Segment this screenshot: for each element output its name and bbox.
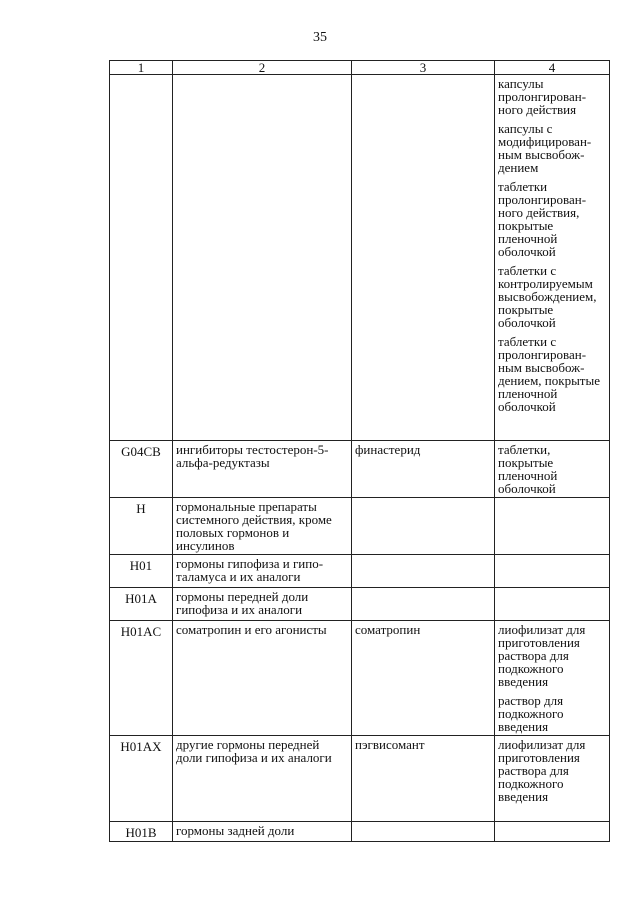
inn-cell: пэгвисомант (352, 736, 495, 822)
forms-cell (495, 822, 610, 842)
group-cell: гормоны гипофиза и гипо-таламуса и их аналоги (173, 555, 352, 588)
group-cell: соматропин и его агонисты (173, 621, 352, 736)
dosage-form: раствор для подкожного введения (498, 693, 564, 734)
column-header: 4 (495, 61, 610, 75)
group-cell: гормональные препараты системного действия, кроме половых гормонов и инсулинов (173, 498, 352, 555)
dosage-form: капсулы с модифицирован-ным высвобож-дением (498, 121, 592, 175)
forms-cell (495, 75, 610, 441)
atc-code-cell: H01B (110, 822, 173, 842)
group-cell: гормоны задней доли (173, 822, 352, 842)
forms-cell (495, 588, 610, 621)
forms-cell (495, 736, 610, 822)
inn-cell (352, 822, 495, 842)
group-cell (173, 75, 352, 441)
atc-code-cell: G04CB (110, 441, 173, 498)
inn-cell (352, 588, 495, 621)
table-row (110, 555, 610, 588)
table-row (110, 621, 610, 736)
dosage-form: таблетки с контролируемым высвобождением, покрытые оболочкой (498, 263, 597, 330)
atc-code-cell: H01A (110, 588, 173, 621)
table-row (110, 75, 610, 441)
column-header: 1 (110, 61, 173, 75)
table-row (110, 498, 610, 555)
drug-table (109, 60, 610, 842)
group-cell: ингибиторы тестостерон-5-альфа-редуктазы (173, 441, 352, 498)
column-header: 3 (352, 61, 495, 75)
dosage-form: таблетки, покрытые пленочной оболочкой (498, 442, 558, 496)
dosage-form: капсулы пролонгирован-ного действия (498, 76, 587, 117)
inn-cell: финастерид (352, 441, 495, 498)
table-row (110, 588, 610, 621)
inn-cell (352, 498, 495, 555)
atc-code-cell: H01AX (110, 736, 173, 822)
atc-code-cell: H01 (110, 555, 173, 588)
table-row (110, 441, 610, 498)
forms-cell (495, 441, 610, 498)
table-row (110, 736, 610, 822)
atc-code-cell: H (110, 498, 173, 555)
inn-cell: соматропин (352, 621, 495, 736)
column-header: 2 (173, 61, 352, 75)
atc-code-cell: H01AC (110, 621, 173, 736)
dosage-form: таблетки с пролонгирован-ным высвобож-дением, покрытые пленочной оболочкой (498, 334, 600, 414)
dosage-form: лиофилизат для приготовления раствора для подкожного введения (498, 737, 586, 804)
atc-code-cell (110, 75, 173, 441)
table-row (110, 822, 610, 842)
dosage-form: таблетки пролонгирован-ного действия, покрытые пленочной оболочкой (498, 179, 587, 259)
forms-cell (495, 621, 610, 736)
forms-cell (495, 555, 610, 588)
dosage-form: лиофилизат для приготовления раствора для подкожного введения (498, 622, 586, 689)
forms-cell (495, 498, 610, 555)
group-cell: другие гормоны передней доли гипофиза и их аналоги (173, 736, 352, 822)
inn-cell (352, 555, 495, 588)
page-number: 35 (313, 30, 327, 45)
table-header-row (110, 61, 610, 75)
group-cell: гормоны передней доли гипофиза и их аналоги (173, 588, 352, 621)
inn-cell (352, 75, 495, 441)
